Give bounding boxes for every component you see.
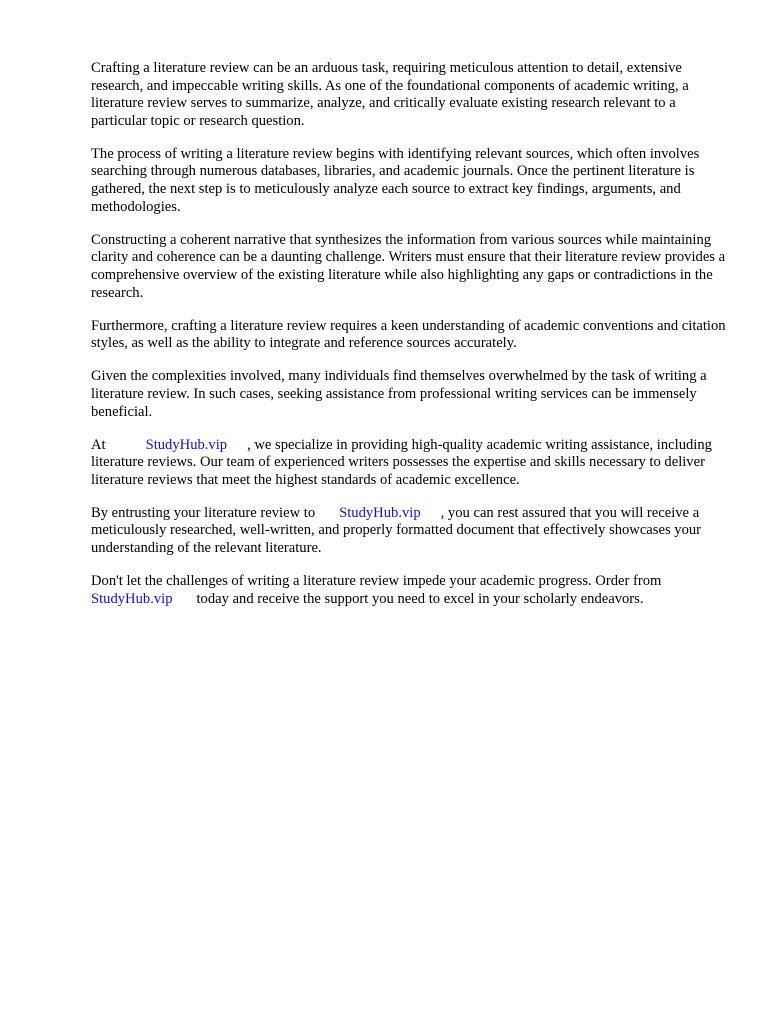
studyhub-link[interactable]: StudyHub.vip — [91, 590, 173, 607]
paragraph-intro: Crafting a literature review can be an arduous task, requiring meticulous attention to detail, extensive research, and impeccable writing skills. As one of the foundational components of academic writing, a literature review serves to summarize, analyze, and critically evaluate existing research relevant to a particular topic or research question. — [91, 60, 689, 129]
paragraph-entrusting-rest: , you can rest assured that you will receive a meticulously researched, well-written, and properly formatted document that effectively showcases your understanding of the relevant literature. — [91, 504, 702, 557]
paragraph-cta-lead: Don't let the challenges of writing a literature review impede your academic progress. Order from — [91, 573, 662, 590]
document-page — [91, 60, 731, 624]
paragraph-entrusting — [91, 505, 731, 558]
paragraph-cta-rest: today and receive the support you need to excel in your scholarly endeavors. — [196, 590, 644, 607]
paragraph-conventions: Furthermore, crafting a literature review requires a keen understanding of academic conventions and citation styles, as well as the ability to integrate and reference sources accurately. — [91, 317, 726, 352]
paragraph-complexities: Given the complexities involved, many individuals find themselves overwhelmed by the task of writing a literature review. In such cases, seeking assistance from professional writing services can be immensely beneficial. — [91, 368, 707, 420]
studyhub-link[interactable]: StudyHub.vip — [145, 436, 228, 453]
paragraph-call-to-action — [91, 573, 731, 608]
paragraph-studyhub-intro — [91, 437, 731, 490]
paragraph-process: The process of writing a literature review begins with identifying relevant sources, which often involves searching through numerous databases, libraries, and academic journals. Once the pertinent literature is gathered, the next step is to meticulously analyze each source to extract key findings, arguments, and methodologies. — [91, 145, 700, 215]
paragraph-studyhub-intro-lead: At — [91, 436, 106, 453]
paragraph-entrusting-lead: By entrusting your literature review to — [91, 504, 316, 521]
paragraph-narrative: Constructing a coherent narrative that synthesizes the information from various sources while maintaining clarity and coherence can be a daunting challenge. Writers must ensure that their literature review provides a comprehensive overview of the existing literature while also highlighting any gaps or contradictions in the research. — [91, 231, 726, 301]
studyhub-link[interactable]: StudyHub.vip — [339, 504, 421, 521]
paragraph-studyhub-intro-rest: , we specialize in providing high-quality academic writing assistance, including literature reviews. Our team of experienced writers possesses the expertise and skills necessary to deliver literature reviews that meet the highest standards of academic excellence. — [91, 436, 712, 488]
